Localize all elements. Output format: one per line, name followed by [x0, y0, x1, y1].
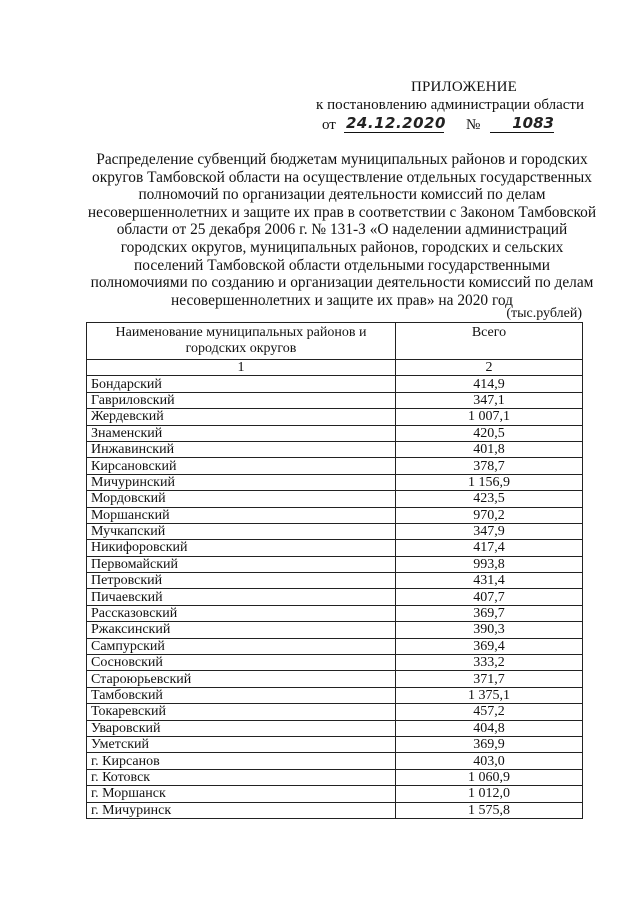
- district-name: Уваровский: [87, 720, 396, 736]
- table-row: [87, 474, 583, 490]
- table-row: [87, 589, 583, 605]
- district-name: Кирсановский: [87, 458, 396, 474]
- table-row: [87, 622, 583, 638]
- district-total: 347,1: [396, 392, 583, 408]
- district-name: Моршанский: [87, 507, 396, 523]
- header-total: Всего: [396, 323, 583, 360]
- district-total: 414,9: [396, 376, 583, 392]
- district-total: 1 375,1: [396, 687, 583, 703]
- district-name: Староюрьевский: [87, 671, 396, 687]
- district-name: Мичуринский: [87, 474, 396, 490]
- district-total: 431,4: [396, 573, 583, 589]
- district-name: Ржаксинский: [87, 622, 396, 638]
- date-prefix: от: [322, 117, 336, 133]
- district-total: 1 007,1: [396, 409, 583, 425]
- district-name: Инжавинский: [87, 441, 396, 457]
- table-row: [87, 720, 583, 736]
- district-total: 369,7: [396, 605, 583, 621]
- district-total: 333,2: [396, 655, 583, 671]
- district-name: Мучкапский: [87, 523, 396, 539]
- table-row: [87, 704, 583, 720]
- district-name: г. Котовск: [87, 769, 396, 785]
- document-title: Распределение субвенций бюджетам муниципальных районов и городских округов Тамбовской области на осуществление отдельных государственных полномочий по организации деятельности комиссий по делам несовершеннолетних и защите их прав в соответствии с Законом Тамбовской области от 25 декабря 2006 г. № 131-З «О наделении администраций городских округов, муниципальных районов, городских и сельских поселений Тамбовской области отдельными государственными полномочиями по созданию и организации деятельности комиссий по делам несовершеннолетних и защите их прав» на 2020 год: [87, 151, 597, 309]
- district-total: 407,7: [396, 589, 583, 605]
- district-total: 417,4: [396, 540, 583, 556]
- table-row: [87, 687, 583, 703]
- district-name: Жердевский: [87, 409, 396, 425]
- table-row: [87, 655, 583, 671]
- district-name: Сосновский: [87, 655, 396, 671]
- table-row: [87, 458, 583, 474]
- handwritten-date: 24.12.2020: [346, 114, 446, 132]
- table-row: [87, 376, 583, 392]
- appendix-title: ПРИЛОЖЕНИЕ: [410, 79, 518, 95]
- district-name: Гавриловский: [87, 392, 396, 408]
- district-total: 1 012,0: [396, 786, 583, 802]
- district-total: 369,9: [396, 736, 583, 752]
- district-name: г. Мичуринск: [87, 802, 396, 818]
- table-row: [87, 753, 583, 769]
- table-row: [87, 491, 583, 507]
- table-row: [87, 573, 583, 589]
- table-row: [87, 392, 583, 408]
- district-total: 420,5: [396, 425, 583, 441]
- appendix-header: [224, 78, 584, 136]
- table-row: [87, 425, 583, 441]
- district-total: 369,4: [396, 638, 583, 654]
- district-name: Рассказовский: [87, 605, 396, 621]
- district-total: 1 060,9: [396, 769, 583, 785]
- table-row: [87, 786, 583, 802]
- table-row: [87, 769, 583, 785]
- date-number-row: [224, 114, 584, 136]
- subventions-table: [86, 322, 583, 819]
- table-row: [87, 736, 583, 752]
- district-total: 403,0: [396, 753, 583, 769]
- handwritten-number: 1083: [490, 114, 554, 133]
- district-total: 457,2: [396, 704, 583, 720]
- district-total: 1 156,9: [396, 474, 583, 490]
- district-total: 993,8: [396, 556, 583, 572]
- table-row: [87, 409, 583, 425]
- district-total: 390,3: [396, 622, 583, 638]
- district-total: 371,7: [396, 671, 583, 687]
- district-name: Никифоровский: [87, 540, 396, 556]
- district-name: Первомайский: [87, 556, 396, 572]
- table-header-row: [87, 323, 583, 360]
- district-name: г. Кирсанов: [87, 753, 396, 769]
- header-name: Наименование муниципальных районов и городских округов: [87, 323, 396, 360]
- district-total: 404,8: [396, 720, 583, 736]
- district-name: Бондарский: [87, 376, 396, 392]
- appendix-subtitle: к постановлению администрации области: [316, 97, 584, 113]
- index-cell-1: 1: [87, 360, 396, 376]
- unit-label: (тыс.рублей): [506, 306, 582, 321]
- district-name: Токаревский: [87, 704, 396, 720]
- district-name: Мордовский: [87, 491, 396, 507]
- table-row: [87, 507, 583, 523]
- table-row: [87, 802, 583, 818]
- district-name: Сампурский: [87, 638, 396, 654]
- table-row: [87, 605, 583, 621]
- table-row: [87, 556, 583, 572]
- table-row: [87, 441, 583, 457]
- table-row: [87, 671, 583, 687]
- index-row: [87, 360, 583, 376]
- district-name: Уметский: [87, 736, 396, 752]
- table-row: [87, 638, 583, 654]
- district-total: 347,9: [396, 523, 583, 539]
- district-name: Тамбовский: [87, 687, 396, 703]
- index-cell-2: 2: [396, 360, 583, 376]
- district-total: 423,5: [396, 491, 583, 507]
- district-total: 401,8: [396, 441, 583, 457]
- district-total: 970,2: [396, 507, 583, 523]
- district-name: г. Моршанск: [87, 786, 396, 802]
- table-row: [87, 540, 583, 556]
- district-name: Петровский: [87, 573, 396, 589]
- number-prefix: №: [466, 117, 481, 133]
- district-total: 378,7: [396, 458, 583, 474]
- district-total: 1 575,8: [396, 802, 583, 818]
- table-row: [87, 523, 583, 539]
- district-name: Знаменский: [87, 425, 396, 441]
- district-name: Пичаевский: [87, 589, 396, 605]
